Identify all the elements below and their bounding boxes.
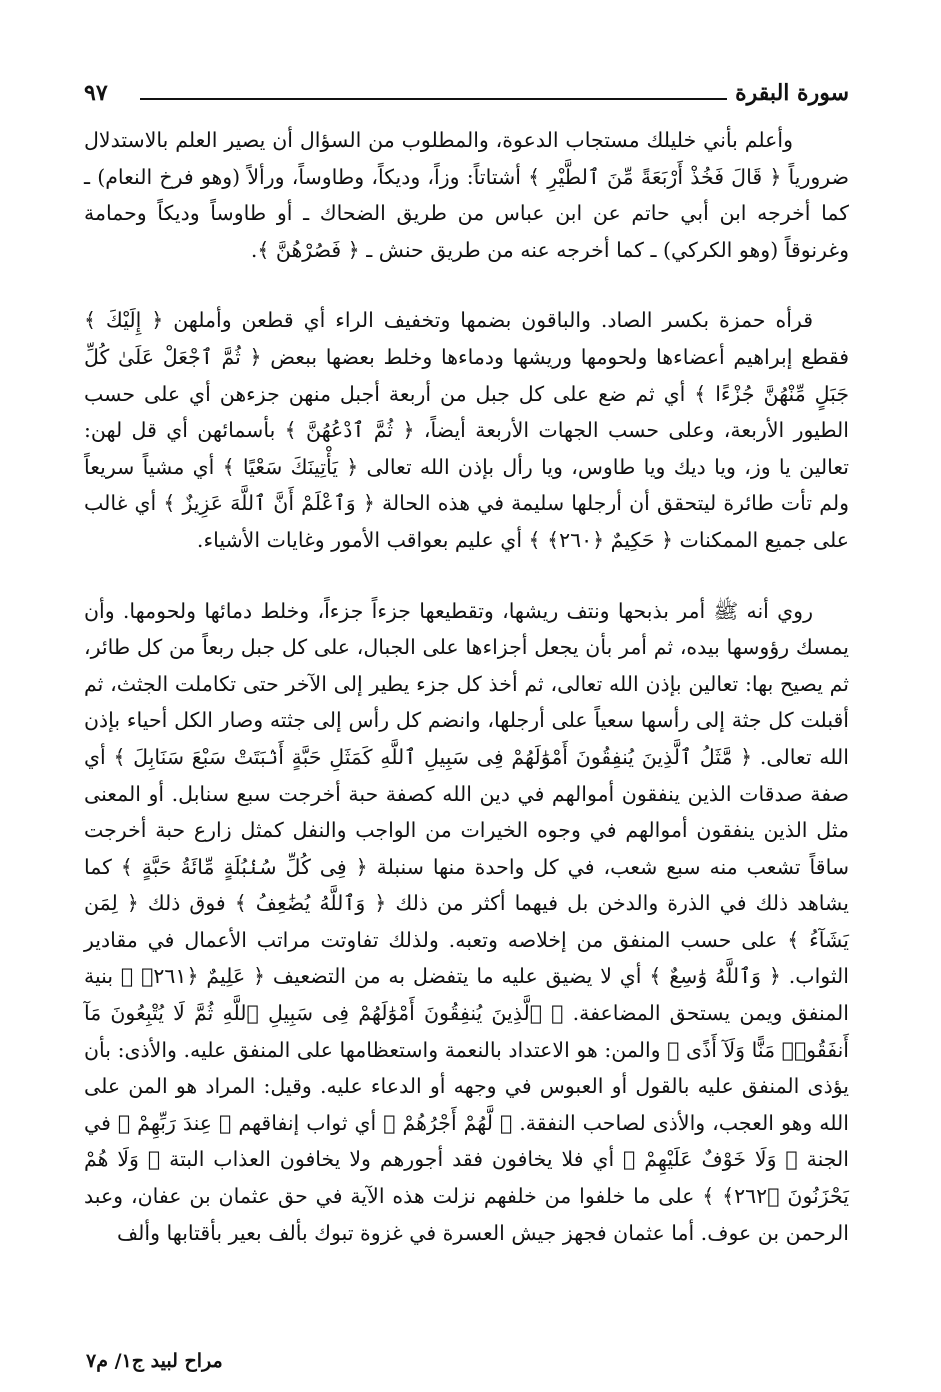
header-rule <box>140 98 731 100</box>
surah-title: سورة البقرة <box>727 78 849 108</box>
paragraph-gap <box>84 268 849 302</box>
running-header <box>84 78 849 112</box>
paragraph-gap <box>84 559 849 593</box>
footer-signature: مراح لبيد ج١/ م٧ <box>86 1350 223 1372</box>
paragraph-3: روي أنه ﷺ أمر بذبحها ونتف ريشها، وتقطيعها جزءاً جزءاً، وخلط دمائها ولحومها. وأن يمسك رؤوسها بيده، ثم أمر بأن يجعل أجزاءها على الجبال، على كل جبل ربعاً من كل طائر، ثم يصيح بها: تعالين بإذن الله تعالى، ثم أخذ كل جزء يطير إلى الآخر حتى تكاملت الجثث، ثم أقبلت كل جثة إلى رأسها سعياً على أرجلها، وانضم كل رأس إلى جثته وصار الكل أحياء بإذن الله تعالى. ﴿ مَّثَلُ ٱلَّذِينَ يُنفِقُونَ أَمْوَٰلَهُمْ فِى سَبِيلِ ٱللَّهِ كَمَثَلِ حَبَّةٍ أَنۢبَتَتْ سَبْعَ سَنَابِلَ ﴾ أي صفة صدقات الذين ينفقون أموالهم في دين الله كصفة حبة أخرجت سبع سنابل. أو المعنى مثل الذين ينفقون أموالهم في وجوه الخيرات من الواجب والنفل كمثل زارع حبة أخرجت ساقاً تشعب منه سبع شعب، في كل واحدة منها سنبلة ﴿ فِى كُلِّ سُنۢبُلَةٍ مِّائَةُ حَبَّةٍ ﴾ كما يشاهد ذلك في الذرة والدخن بل فيهما أكثر من ذلك ﴿ وَٱللَّهُ يُضَٰعِفُ ﴾ فوق ذلك ﴿ لِمَن يَشَآءُ ﴾ على حسب المنفق من إخلاصه وتعبه. ولذلك تفاوتت مراتب الأعمال في مقادير الثواب. ﴿ وَٱللَّهُ وَٰسِعٌ ﴾ أي لا يضيق عليه ما يتفضل به من التضعيف ﴿ عَلِيمٌ ﴿٢٦١﴾ ﴾ بنية المنفق ويمن يستحق المضاعفة. ﴿ ٱلَّذِينَ يُنفِقُونَ أَمْوَٰلَهُمْ فِى سَبِيلِ ٱللَّهِ ثُمَّ لَا يُتْبِعُونَ مَآ أَنفَقُوا۟ مَنًّا وَلَآ أَذًى ﴾ والمن: هو الاعتداد بالنعمة واستعظامها على المنفق عليه. والأذى: بأن يؤذى المنفق عليه بالقول أو العبوس في وجهه أو الدعاء عليه. وقيل: المراد هو المن على الله وهو العجب، والأذى لصاحب النفقة. ﴿ لَّهُمْ أَجْرُهُمْ ﴾ أي ثواب إنفاقهم ﴿ عِندَ رَبِّهِمْ ﴾ في الجنة ﴿ وَلَا خَوْفٌ عَلَيْهِمْ ﴾ أي فلا يخافون فقد أجورهم ولا يخافون العذاب البتة ﴿ وَلَا هُمْ يَحْزَنُونَ ﴿٢٦٢﴾ ﴾ على ما خلفوا من خلفهم نزلت هذه الآية في حق عثمان بن عفان، وعبد الرحمن بن عوف. أما عثمان فجهز جيش العسرة في غزوة تبوك بألف بعير بأقتابها وألف <box>84 598 849 1245</box>
paragraph-1: وأعلم بأني خليلك مستجاب الدعوة، والمطلوب من السؤال أن يصير العلم بالاستدلال ضرورياً ﴿ قَالَ فَخُذْ أَرْبَعَةً مِّنَ ٱلطَّيْرِ ﴾ أشتاتاً: وزاً، وديكاً، وطاوساً، ورألاً (وهو فرخ النعام) ـ كما أخرجه ابن أبي حاتم عن ابن عباس من طريق الضحاك ـ أو طاوساً وديكاً وحمامة وغرنوقاً (وهو الكركي) ـ كما أخرجه عنه من طريق حنش ـ ﴿ فَصُرْهُنَّ ﴾. <box>84 128 849 262</box>
page-body <box>84 122 849 1251</box>
paragraph-2: قرأه حمزة بكسر الصاد. والباقون بضمها وتخفيف الراء أي قطعن وأملهن ﴿ إِلَيْكَ ﴾ فقطع إبراهيم أعضاءها ولحومها وريشها ودماءها وخلط بعضها ببعض ﴿ ثُمَّ ٱجْعَلْ عَلَىٰ كُلِّ جَبَلٍ مِّنْهُنَّ جُزْءًا ﴾ أي ثم ضع على كل جبل من أربعة أجبل منهن جزءهن أي على حسب الطيور الأربعة، وعلى حسب الجهات الأربعة أيضاً، ﴿ ثُمَّ ٱدْعُهُنَّ ﴾ بأسمائهن أي قل لهن: تعالين يا وز، ويا ديك ويا طاوس، ويا رأل بإذن الله تعالى ﴿ يَأْتِينَكَ سَعْيًا ﴾ أي مشياً سريعاً ولم تأت طائرة ليتحقق أن أرجلها سليمة في هذه الحالة ﴿ وَٱعْلَمْ أَنَّ ٱللَّهَ عَزِيزٌ ﴾ أي غالب على جميع الممكنات ﴿ حَكِيمٌ ﴿٢٦٠﴾ ﴾ أي عليم بعواقب الأمور وغايات الأشياء. <box>84 308 849 552</box>
page-number: ٩٧ <box>84 78 116 108</box>
